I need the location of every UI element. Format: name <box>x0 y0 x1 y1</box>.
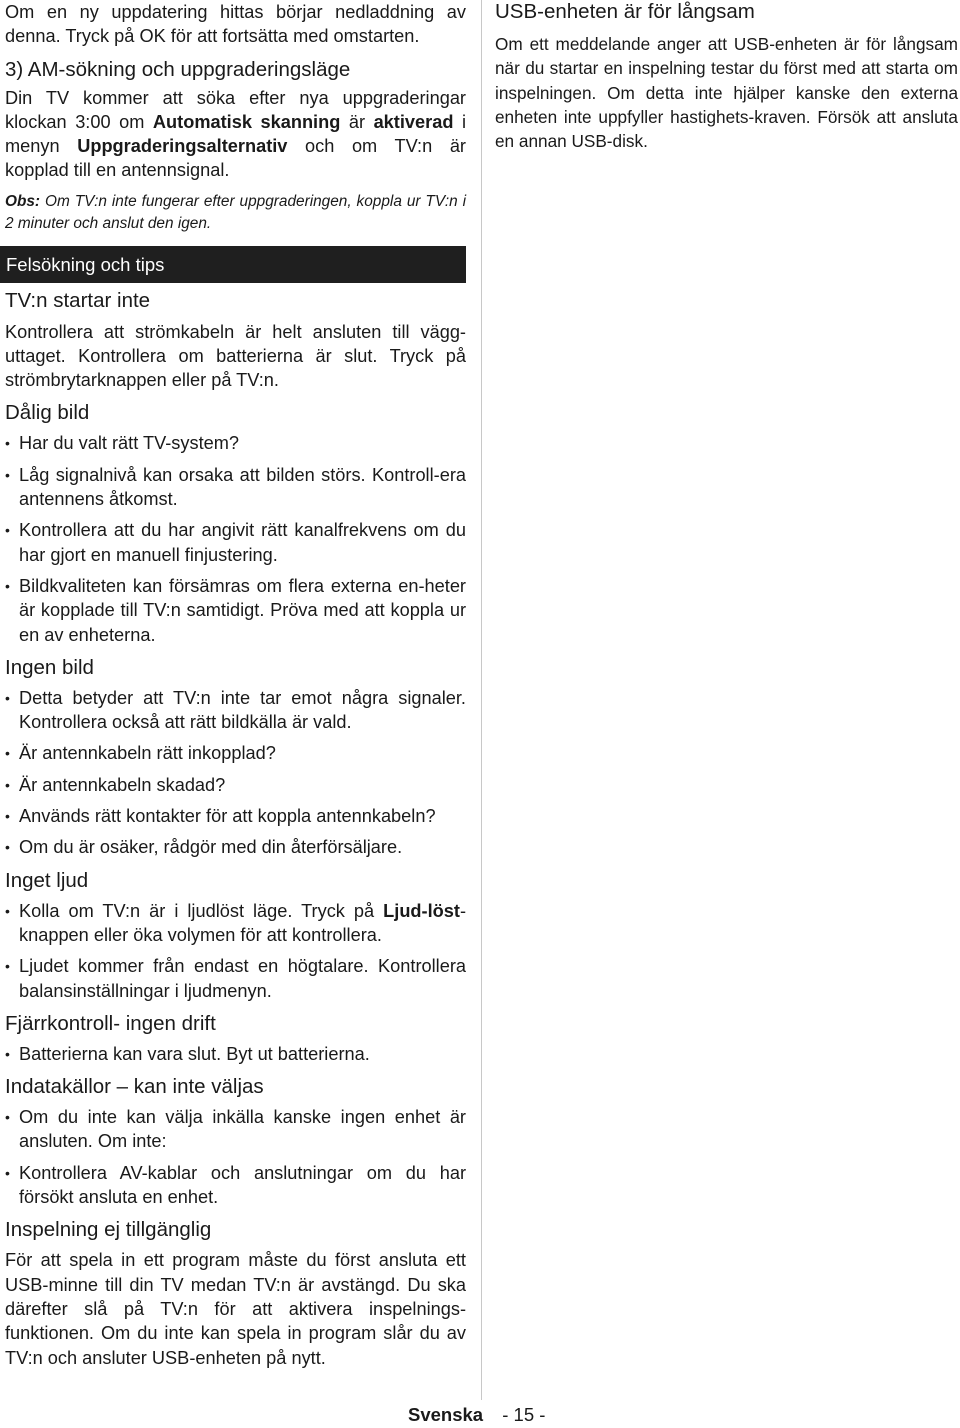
recording-heading: Inspelning ej tillgänglig <box>5 1218 212 1242</box>
bad-picture-list <box>5 431 466 646</box>
list-item: • Är antennkabeln rätt inkopplad? <box>5 741 466 765</box>
list-item: • Om du inte kan välja inkälla kanske ingen enhet är ansluten. Om inte: <box>5 1105 466 1154</box>
section-banner: Felsökning och tips <box>0 246 466 283</box>
list-item: • Kontrollera AV-kablar och anslutningar om du har försökt ansluta en enhet. <box>5 1161 466 1210</box>
intro-text: Om en ny uppdatering hittas börjar nedladdning av denna. Tryck på OK för att fortsätta med omstarten. <box>5 2 466 47</box>
page-footer <box>408 1404 545 1426</box>
tv-starts-not-body: Kontrollera att strömkabeln är helt ansluten till vägg-uttaget. Kontrollera om batterierna är slut. Tryck på strömbrytarknappen eller på TV:n. <box>5 321 466 391</box>
remote-list <box>5 1042 466 1066</box>
no-sound-heading: Inget ljud <box>5 868 89 892</box>
list-item: • Ljudet kommer från endast en högtalare. Kontrollera balansinställningar i ljudmenyn. <box>5 954 466 1003</box>
input-sources-heading: Indatakällor – kan inte väljas <box>5 1075 264 1099</box>
input-sources-list <box>5 1105 466 1209</box>
usb-slow-heading: USB-enheten är för långsam <box>495 0 755 23</box>
section3-heading: 3) AM-sökning och uppgraderingsläge <box>5 57 351 81</box>
recording-body: För att spela in ett program måste du först ansluta ett USB-minne till din TV medan TV:n är avstängd. Du ska därefter slå på TV:n för att aktivera inspelnings-funktionen. Om du inte kan spela in program slår du av TV:n och ansluter USB-enheten på nytt. <box>5 1250 466 1368</box>
usb-slow-body: Om ett meddelande anger att USB-enheten är för långsam när du startar en inspelning testar du först med att starta om inspelningen. Om detta inte hjälper kanske den externa enheten inte uppfyller hastighets-kraven. Försök att ansluta en annan USB-disk. <box>495 34 958 152</box>
list-item: • Låg signalnivå kan orsaka att bilden störs. Kontroll-era antennens åtkomst. <box>5 463 466 512</box>
no-picture-list <box>5 686 466 860</box>
list-item: • Om du är osäker, rådgör med din återförsäljare. <box>5 835 466 859</box>
right-column <box>495 0 958 153</box>
list-item: • Är antennkabeln skadad? <box>5 773 466 797</box>
list-item: • Bildkvaliteten kan försämras om flera externa en-heter är kopplade till TV:n samtidigt. Pröva med att koppla ur en av enheterna. <box>5 574 466 647</box>
section3-body: Din TV kommer att söka efter nya uppgraderingar klockan 3:00 om Automatisk skanning är aktiverad i menyn Uppgraderingsalternativ och om TV:n är kopplad till en antennsignal. <box>5 87 467 181</box>
list-item: • Kontrollera att du har angivit rätt kanalfrekvens om du har gjort en manuell finjustering. <box>5 518 466 567</box>
note: Obs: Om TV:n inte fungerar efter uppgraderingen, koppla ur TV:n i 2 minuter och anslut den igen. <box>5 192 466 233</box>
left-column <box>5 0 466 1370</box>
bad-picture-heading: Dålig bild <box>5 401 90 425</box>
list-item: • Batterierna kan vara slut. Byt ut batterierna. <box>5 1042 466 1066</box>
remote-heading: Fjärrkontroll- ingen drift <box>5 1011 216 1035</box>
no-picture-heading: Ingen bild <box>5 655 94 679</box>
footer-language: Svenska <box>408 1404 484 1425</box>
column-divider <box>481 0 482 1400</box>
list-item: • Används rätt kontakter för att koppla antennkabeln? <box>5 804 466 828</box>
list-item: • Detta betyder att TV:n inte tar emot några signaler. Kontrollera också att rätt bildkälla är vald. <box>5 686 466 735</box>
tv-starts-not-heading: TV:n startar inte <box>5 288 151 312</box>
list-item: • Har du valt rätt TV-system? <box>5 431 466 455</box>
list-item: • Kolla om TV:n är i ljudlöst läge. Tryck på Ljud-löst-knappen eller öka volymen för att kontrollera. <box>5 899 466 948</box>
page-number: - 15 - <box>502 1404 546 1425</box>
no-sound-list <box>5 899 466 1003</box>
